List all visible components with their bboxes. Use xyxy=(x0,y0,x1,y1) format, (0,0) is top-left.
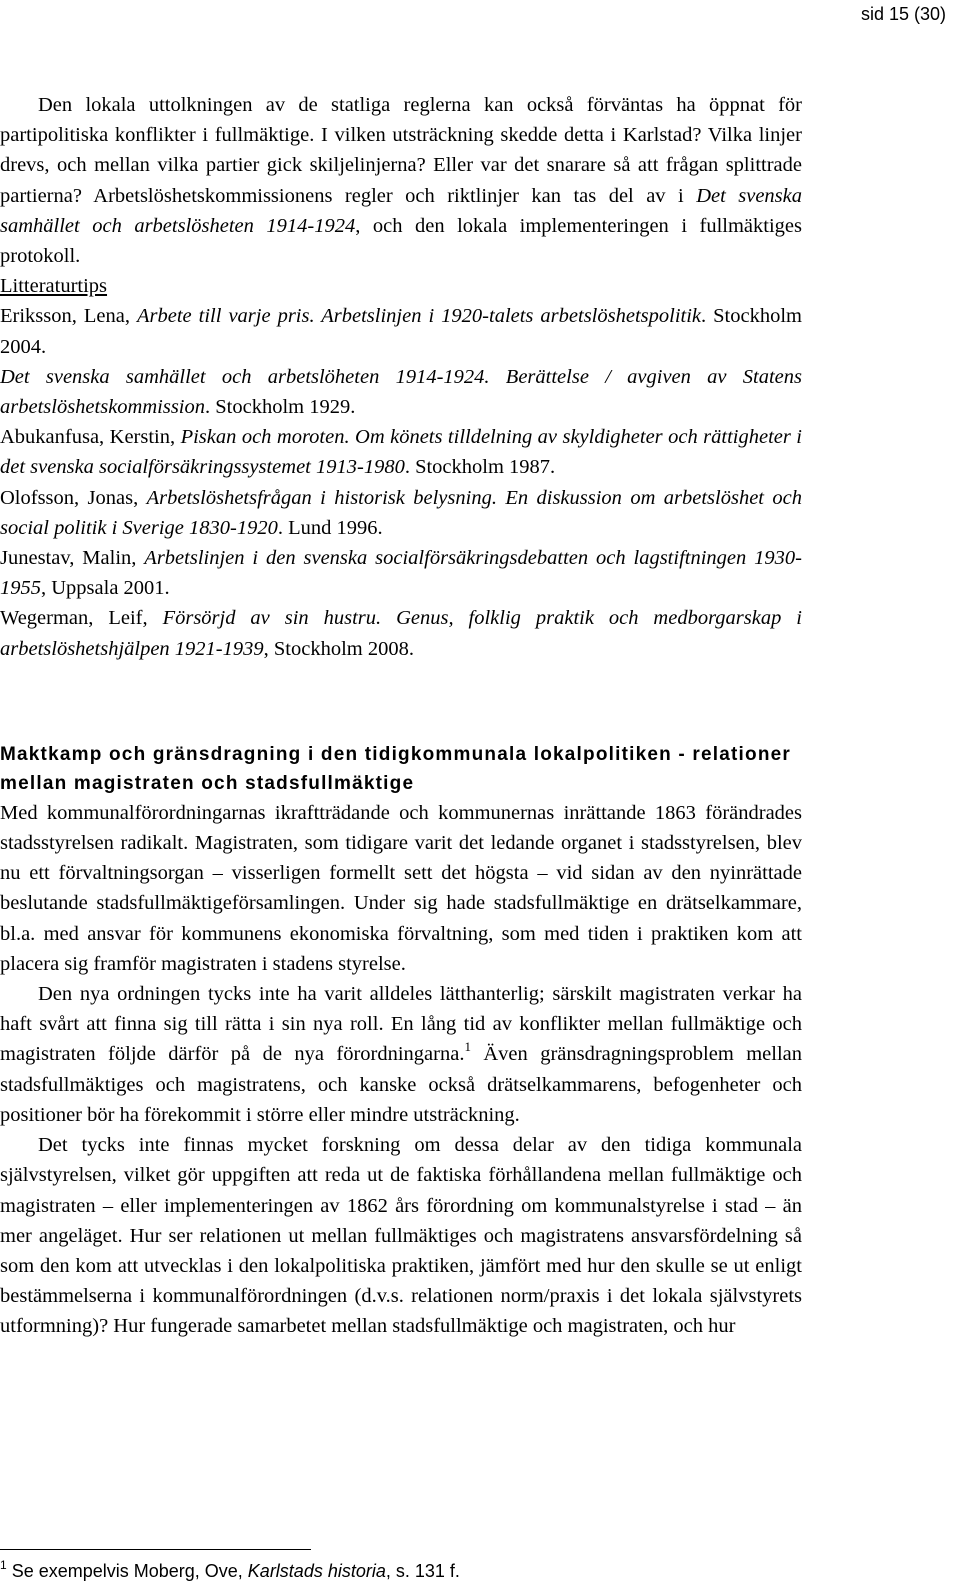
footnote-divider xyxy=(0,1549,311,1550)
literature-heading: Litteraturtips xyxy=(0,275,108,298)
section-paragraph-2: Den nya ordningen tycks inte ha varit alldeles lätthanterlig; särskilt magistraten verkar ha haft svårt att finna sig till rätta i sin nya roll. En lång tid av konflikter mellan fullmäktige och magistraten följde därför på de nya förordningarna.$^1$ Även gränsdragningsproblem mellan stadsfullmäktiges och magistratens, och kanske också drätselkammarens, befogenheter och positioner bör ha förekommit i större eller mindre utsträckning. xyxy=(0,983,802,1126)
footnote-number: 1 xyxy=(0,1558,7,1572)
literature-entry: Junestav, Malin, Arbetslinjen i den svenska socialförsäkringsdebatten och lagstiftningen 1930-1955, Uppsala 2001. xyxy=(0,547,802,600)
section-paragraph-1: Med kommunalförordningarnas ikraftträdande och kommunernas inrättande 1863 förändrades stadsstyrelsen radikalt. Magistraten, som tidigare varit det ledande organet i stadsstyrelsen, blev nu ett förvaltningsorgan – visserligen formellt sett det högsta – vid sidan av den nyinrättade beslutande stadsfullmäktigeförsamlingen. Under sig hade stadsfullmäktige en drätselkammare, bl.a. med ansvar för kommunens ekonomiska förvaltning, som med tiden i praktiken kom att placera sig framför magistraten i stadens styrelse. xyxy=(0,801,802,975)
intro-paragraph xyxy=(0,90,802,271)
literature-entry: Olofsson, Jonas, Arbetslöshetsfrågan i historisk belysning. En diskussion om arbetslöshet och social politik i Sverige 1830-1920. Lund 1996. xyxy=(0,486,802,539)
intro-title: Det svenska samhället och arbetslösheten 1914-1924 xyxy=(0,184,803,237)
literature-entry: Abukanfusa, Kerstin, Piskan och moroten. Om könets tilldelning av skyldigheter och rättigheter i det svenska socialförsäkringssystemet 1913-1980. Stockholm 1987. xyxy=(0,426,803,479)
page-number: sid 15 (30) xyxy=(860,4,946,24)
section-heading: Maktkamp och gränsdragning i den tidigkommunala lokalpolitiken - relationer mellan magistraten och stadsfullmäktige xyxy=(0,743,792,794)
literature-entry: Wegerman, Leif, Försörjd av sin hustru. Genus, folklig praktik och medborgarskap i arbetslöshetshjälpen 1921-1939, Stockholm 2008. xyxy=(0,607,803,660)
footnote-title: Karlstads historia xyxy=(247,1561,386,1581)
literature-list xyxy=(0,271,802,664)
footnote: $^1$ Se exempelvis Moberg, Ove, Karlstads historia, s. 131 f. xyxy=(0,1558,460,1581)
main-text xyxy=(0,90,802,1342)
footnote-reference[interactable]: 1 xyxy=(464,1039,471,1055)
intro-text: Den lokala uttolkningen av de statliga reglerna kan också förväntas ha öppnat för partipolitiska konflikter i fullmäktige. I vilken utsträckning skedde detta i Karlstad? Vilka linjer drevs, och mellan vilka partier gick skiljelinjerna? Eller var det snarare så att frågan splittrade partierna? Arbetslöshetskommissionens regler och riktlinjer kan tas del av i xyxy=(0,94,802,207)
literature-entry: Eriksson, Lena, Arbete till varje pris. Arbetslinjen i 1920-talets arbetslöshetspolitik. Stockholm 2004. xyxy=(0,305,802,358)
literature-entry: Det svenska samhället och arbetslöheten 1914-1924. Berättelse / avgiven av Statens arbetslöshetskommission. Stockholm 1929. xyxy=(0,365,802,419)
section-paragraph-3: Det tycks inte finnas mycket forskning om dessa delar av den tidiga kommunala självstyrelsen, vilket gör uppgiften att reda ut de faktiska förhållandena mellan fullmäktige och magistraten – eller implementeringen av 1862 års förordning om kommunalstyrelse i stad – än mer angeläget. Hur ser relationen ut mellan fullmäktiges och magistratens ansvarsfördelning så som den kom att utvecklas i den lokalpolitiska praktiken, jämfört med hur den skulle se ut enligt bestämmelserna i kommunalförordningen (d.v.s. relationen norm/praxis i det lokala självstyrets utformning)? Hur fungerade samarbetet mellan stadsfullmäktige och magistraten, och hur xyxy=(0,1134,802,1338)
intro-text-end: , och den lokala implementeringen i fullmäktiges protokoll. xyxy=(0,214,802,268)
